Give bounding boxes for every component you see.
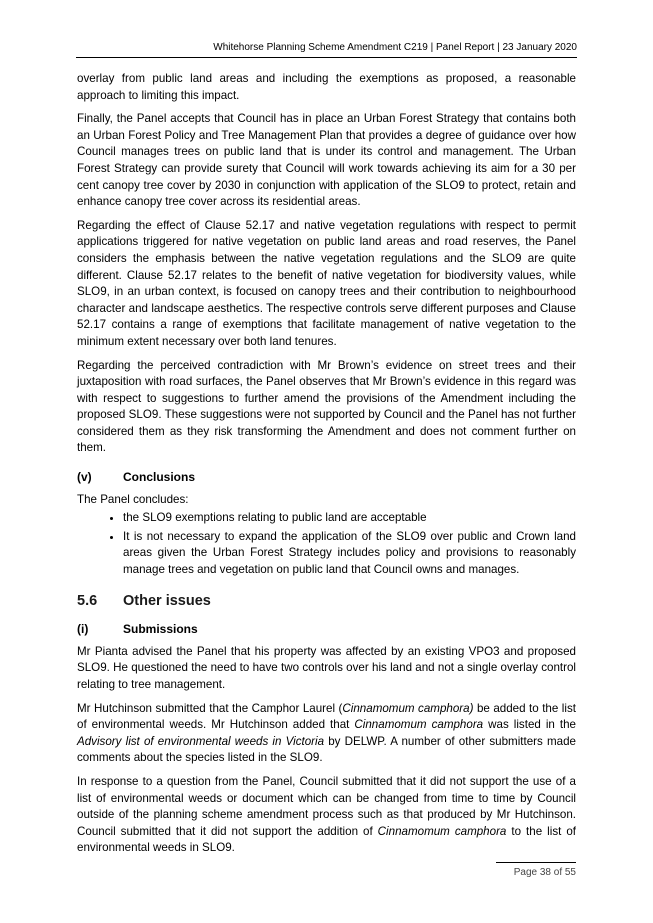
- conclusions-heading: [77, 469, 576, 486]
- conclusions-list: [77, 510, 576, 578]
- paragraph: The Panel concludes:: [77, 492, 189, 506]
- document-body: [77, 71, 576, 864]
- heading-number: (i): [77, 622, 89, 637]
- heading-title: Submissions: [123, 622, 198, 637]
- paragraph: Regarding the perceived contradiction with Mr Brown’s evidence on street trees and their juxtaposition with road surfaces, the Panel observes that Mr Brown’s evidence in this regard was with respect to suggestions to further amend the provisions of the Amendment including the proposed SLO9. These suggestions were not supported by Council and the Panel has not further considered them as they risk transforming the Amendment and does not comment further on them.: [77, 358, 576, 455]
- submissions-heading: [77, 621, 576, 638]
- heading-number: (v): [77, 470, 92, 485]
- paragraph: Regarding the effect of Clause 52.17 and native vegetation regulations with respect to permit applications triggered for native vegetation on public land areas and road reserves, the Panel considers the emphasis between the native vegetation regulations and the SLO9 are quite different. Clause 52.17 relates to the benefit of native vegetation for biodiversity values, while SLO9, in an urban context, is focused on canopy trees and their contribution to neighbourhood character and landscape aesthetics. The respective controls serve different purposes and Clause 52.17 contains a range of exemptions that facilitate management of native vegetation to the minimum extent necessary over both land tenures.: [77, 218, 576, 348]
- paragraph: Finally, the Panel accepts that Council has in place an Urban Forest Strategy that contains both an Urban Forest Policy and Tree Management Plan that provides a degree of guidance over how Council manages trees on public land that is under its control and management. The Urban Forest Strategy can provide surety that Council will work towards achieving its aim for a 30 per cent canopy tree cover by 2030 in conjunction with application of the SLO9 to protect, retain and enhance canopy tree cover across its residential areas.: [77, 112, 576, 209]
- paragraph: Mr Hutchinson submitted that the Camphor Laurel (Cinnamomum camphora) be added to the list of environmental weeds. Mr Hutchinson added that Cinnamomum camphora was listed in the Advisory list of environmental weeds in Victoria by DELWP. A number of other submitters made comments about the species listed in the SLO9.: [77, 701, 577, 765]
- heading-title: Conclusions: [123, 470, 196, 485]
- list-item: • It is not necessary to expand the application of the SLO9 over public and Crown land areas given the Urban Forest Strategy includes policy and provisions to reasonably manage trees and vegetation on public land that Council owns and manages.: [123, 529, 576, 579]
- paragraph: In response to a question from the Panel, Council submitted that it did not support the use of a list of environmental weeds or document which can be changed from time to time by Council outside of the planning scheme amendment process such as that produced by Mr Hutchinson. Council submitted that it did not support the addition of Cinnamomum camphora to the list of environmental weeds in SLO9.: [77, 774, 576, 855]
- section-heading: [77, 593, 576, 610]
- page-number: Page 38 of 55: [496, 862, 576, 878]
- list-item: • the SLO9 exemptions relating to public land are acceptable: [123, 510, 576, 527]
- paragraph: overlay from public land areas and including the exemptions as proposed, a reasonable approach to limiting this impact.: [77, 72, 576, 102]
- heading-number: 5.6: [77, 592, 98, 609]
- paragraph: Mr Pianta advised the Panel that his property was affected by an existing VPO3 and proposed SLO9. He questioned the need to have two controls over his land and not a single overlay control relating to tree management.: [77, 644, 576, 691]
- running-header: Whitehorse Planning Scheme Amendment C219 | Panel Report | 23 January 2020: [76, 42, 577, 58]
- heading-title: Other issues: [123, 592, 211, 609]
